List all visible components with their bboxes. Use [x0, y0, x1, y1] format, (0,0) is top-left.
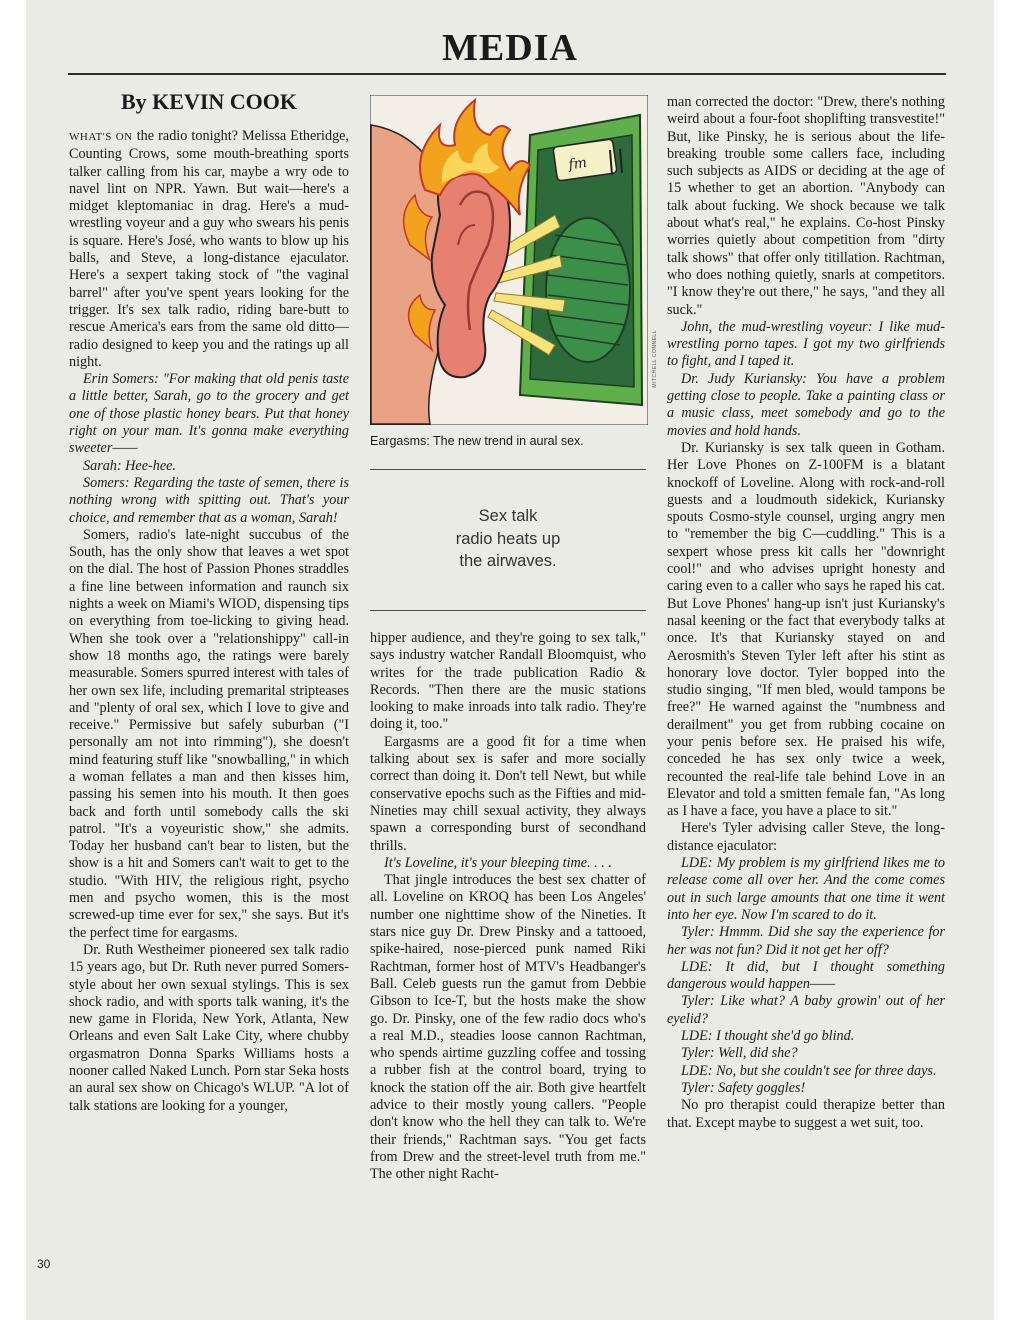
article-paragraph: No pro therapist could therapize better than that. Except maybe to suggest a wet suit, too. — [667, 1097, 945, 1131]
pullquote-rule-bottom — [370, 610, 646, 611]
article-column-2 — [370, 630, 646, 1184]
illustration-caption: Eargasms: The new trend in aural sex. — [370, 434, 584, 448]
article-paragraph: Tyler: Safety goggles! — [681, 1079, 806, 1096]
pullquote — [370, 505, 646, 573]
paragraph-text: the radio tonight? Melissa Etheridge, Counting Crows, some mouth-breathing sports talker calling from his car, maybe a wry ode to navel lint on NPR. Yawn. But wait—here's a midget kleptomaniac in drag. Here's a mud-wrestling voyeur and a guy who swears his penis is square. Here's José, who wants to blow up his balls, and Steve, a long-distance ejaculator. Here's a sexpert taking stock of "the vaginal barrel" after you've spent years looking for the trigger. It's sex talk radio, riding bare-butt to rescue America's ears from the same old ditto—radio designed to keep you and the ratings up all night. — [69, 128, 350, 370]
article-paragraph: Tyler: Hmmm. Did she say the experience for her was not fun? Did it not get her off? — [667, 924, 945, 958]
article-paragraph: Dr. Judy Kuriansky: You have a problem getting close to people. Take a painting class or a music class, meet somebody and go to the movies and hold hands. — [667, 370, 945, 439]
article-paragraph: man corrected the doctor: "Drew, there's nothing weird about a four-foot shoplifting transvestite!" But, like Pinsky, he is serious about the life-breaking trouble some callers face, including such subjects as AIDS or deciding at the age of 15 whether to get an abortion. "Anybody can talk about fucking. We shock because we talk about what's real," he explains. Co-host Pinsky worries quietly about competition from "dirty talk shows" that offer only titillation. Rachtman, who does nothing quietly, snarls at competitors. "I know they're out there," he says, "and they all suck." — [667, 94, 945, 318]
radio-dial-label: fm — [567, 154, 588, 174]
article-paragraph: Here's Tyler advising caller Steve, the long-distance ejaculator: — [667, 820, 945, 854]
illustration-credit: MITCHELL CONNELL — [652, 330, 658, 388]
article-paragraph: LDE: No, but she couldn't see for three days. — [681, 1062, 937, 1079]
article-paragraph: LDE: It did, but I thought something dangerous would happen—— — [667, 958, 945, 993]
magazine-page — [26, 0, 994, 1320]
page-number: 30 — [37, 1257, 51, 1271]
pullquote-line: radio heats up — [455, 529, 561, 548]
byline: By KEVIN COOK — [120, 89, 298, 114]
article-column-3 — [667, 94, 945, 1132]
article-paragraph: It's Loveline, it's your bleeping time. . . . — [384, 854, 612, 871]
article-paragraph: LDE: My problem is my girlfriend likes me to release come all over her. And the come comes out in such large amounts that one time it went into her eye. Now I'm scared to do it. — [667, 855, 945, 923]
section-title: MEDIA — [442, 27, 578, 69]
ear-radio-image — [370, 95, 648, 425]
lead-in: WHAT'S ON — [69, 131, 133, 143]
radio-illustration — [370, 95, 648, 425]
article-paragraph — [69, 128, 349, 371]
article-paragraph: Erin Somers: "For making that old penis taste a little better, Sarah, go to the grocery and get one of those plastic honey bears. Put that honey right on your man. It's gonna make everything sweeter—— — [69, 371, 349, 457]
pullquote-line: Sex talk — [478, 507, 538, 525]
article-paragraph: hipper audience, and they're going to sex talk," says industry watcher Randall Bloomquist, who writes for the trade publication Radio & Records. "Then there are the music stations looking to make inroads into talk radio. They're doing it, too." — [370, 630, 646, 733]
radio-icon — [520, 115, 642, 405]
article-paragraph: Somers, radio's late-night succubus of the South, has the only show that leaves a wet spot on the dial. The host of Passion Phones straddles a fine line between information and raunch six nights a week on Miami's WIOD, dispensing tips on everything from toe-licking to giving head. When she took over a "relationshippy" call-in show 18 months ago, the ratings were barely measurable. Somers spurred interest with tales of her own sex life, including premarital stripteases and "plenty of oral sex, which I love to give and receive." Permissive but safely suburban ("I personally am not into rimming"), she doesn't mind featuring stuff like "snowballing," in which a woman fellates a man and then kisses him, passing his semen into his mouth. It then goes back and forth until somebody calls the ski patrol. "It's a voyeuristic show," she admits. Today her husband can't bear to listen, but the show is a hit and Somers can't wait to get to the studio. "With HIV, the religious right, psycho men and psycho women, this is the most screwed-up time ever for sex," she says. But it's the perfect time for eargasms. — [69, 526, 349, 941]
article-column-1 — [69, 128, 349, 1115]
pullquote-line: the airwaves. — [459, 552, 557, 570]
article-paragraph: Eargasms are a good fit for a time when talking about sex is safer and more socially correct than doing it. Don't tell Newt, but while conservative epochs such as the Fifties and mid-Nineties may chill sexual activity, they always spawn a corresponding burst of secondhand thrills. — [370, 733, 646, 854]
article-paragraph: That jingle introduces the best sex chatter of all. Loveline on KROQ has been Los Angeles' number one nighttime show of the Nineties. It stars nice guy Dr. Drew Pinsky and a tattooed, spike-haired, nose-pierced punk named Riki Rachtman, former host of MTV's Headbanger's Ball. Celeb guests run the gamut from Debbie Gibson to Ice-T, but the hosts make the show go. Dr. Pinsky, one of the few radio docs who's a real M.D., steadies loose cannon Rachtman, who spends airtime guzzling coffee and tossing a rubber fish at the control board, trying to knock the station off the air. Both give heartfelt advice to their mostly young callers. "People don't know who the hell they can talk to. We're their friends," Rachtman says. "You get facts from Drew and the street-level truth from me." The other night Racht- — [370, 872, 646, 1183]
header-rule — [68, 73, 946, 75]
article-paragraph: John, the mud-wrestling voyeur: I like mud-wrestling porno tapes. I got my two girlfriends to fight, and I taped it. — [667, 318, 945, 370]
article-paragraph: Somers: Regarding the taste of semen, there is nothing wrong with spitting out. That's your choice, and remember that as a woman, Sarah! — [69, 474, 349, 526]
article-paragraph: Tyler: Well, did she? — [681, 1045, 798, 1062]
pullquote-rule-top — [370, 469, 646, 470]
article-paragraph: Sarah: Hee-hee. — [83, 457, 176, 474]
article-paragraph: Dr. Ruth Westheimer pioneered sex talk radio 15 years ago, but Dr. Ruth never purred Somers-style about her own sexual stylings. This is sex shock radio, and with sports talk waning, it's the new game in Florida, New York, Atlanta, New Orleans and even Salt Lake City, where chubby orgasmatron Donna Sparks Williams hosts a nooner called Naked Lunch. Porn star Seka hosts an aural sex show on Chicago's WLUP. "A lot of talk stations are looking for a younger, — [69, 941, 349, 1114]
article-paragraph: Dr. Kuriansky is sex talk queen in Gotham. Her Love Phones on Z-100FM is a blatant knockoff of Loveline. Along with rock-and-roll guests and a loudmouth sidekick, Kuriansky spouts Cosmo-style counsel, urging angry men to "remember the big C—cuddling." This is a sexpert whose press kit calls her "downright cool!" and who advises upright honesty and caring even to a caller who says he raped his cat. But Love Phones' hang-up isn't just Kuriansky's nasal keening or the fact that everybody talks at once. It's that Kuriansky stayed on and Aerosmith's Steven Tyler left after his stint as honorary love doctor. Tyler bopped into the studio singing, "If men bled, would tampons be free?" He warned against the "numbness and derailment" you get from rubbing cocaine on your penis before sex. He praised his wife, conceded he has sex only twice a week, recounted the real-life tale behind Love in an Elevator and told a smitten female fan, "As long as I have a face, you have a place to sit." — [667, 439, 945, 820]
article-paragraph: Tyler: Like what? A baby growin' out of her eyelid? — [667, 993, 945, 1027]
article-paragraph: LDE: I thought she'd go blind. — [681, 1028, 855, 1045]
